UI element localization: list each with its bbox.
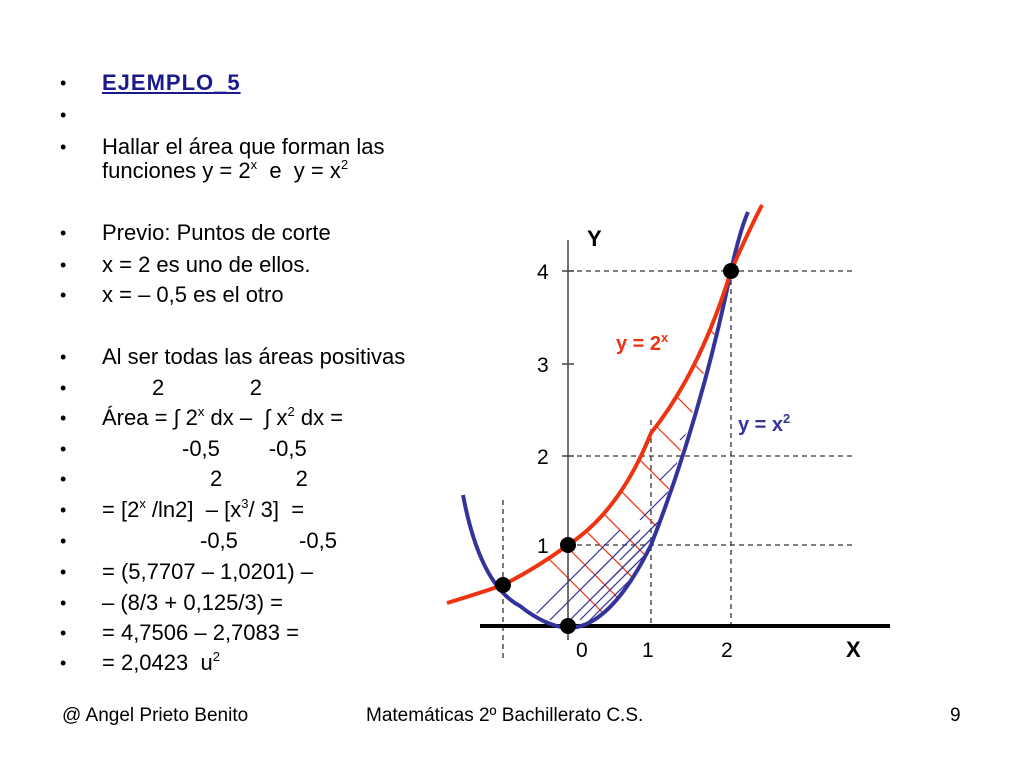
footer-page-number: 9 (950, 705, 961, 726)
bullet-dot: • (60, 255, 67, 275)
label-exponential: $y = 2^x$ (616, 330, 669, 355)
upper-limits-1: 2 2 (152, 375, 263, 400)
upper-limits-2: 2 2 (210, 466, 308, 491)
bullet-dot: • (60, 223, 67, 243)
bullet-dot: • (60, 623, 67, 643)
point-origin (560, 618, 576, 634)
bullet-dot: • (60, 408, 67, 428)
area-formula: Área = ∫ 2$^x$ dx – ∫ $x^2$ dx = (102, 404, 344, 430)
bullet-dot: • (60, 347, 67, 367)
bullet-dot: • (60, 469, 67, 489)
bullet-dot: • (60, 73, 67, 93)
bullet-dot: • (60, 562, 67, 582)
eval-line-1: = (5,7707 – 1,0201) – (102, 559, 313, 584)
intersection-point (495, 577, 511, 593)
y-tick-label: 2 (537, 446, 549, 469)
point-0-1 (560, 537, 576, 553)
eval-line-3: = 4,7506 – 2,7083 = (102, 620, 299, 645)
y-tick-label: 1 (537, 535, 549, 558)
curve-exponential (447, 205, 762, 603)
corte-2-text: x = – 0,5 es el otro (102, 282, 284, 307)
footer-course: Matemáticas 2º Bachillerato C.S. (366, 705, 644, 726)
bullet-dot: • (60, 531, 67, 551)
x-tick-label: 1 (642, 639, 654, 662)
statement-line-1: Hallar el área que forman las (102, 134, 385, 159)
bullet-dot: • (60, 500, 67, 520)
bullet-dot: • (60, 105, 67, 125)
primitive-formula: = [$2^x$ $/\ln 2] - [x^3/$ 3] = (102, 496, 305, 522)
label-quadratic: $y = x^2$ (738, 411, 791, 436)
footer-author: @ Angel Prieto Benito (62, 705, 249, 726)
y-tick-label: 4 (537, 261, 549, 284)
y-tick-label: 3 (537, 354, 549, 377)
result-line: = 2,0423 $u^2$ (102, 649, 220, 675)
corte-1-text: x = 2 es uno de ellos. (102, 252, 311, 277)
previo-text: Previo: Puntos de corte (102, 220, 331, 245)
lower-limits-1: -0,5 -0,5 (182, 436, 307, 461)
x-tick-label: 0 (576, 639, 588, 662)
intersection-point (723, 263, 739, 279)
curve-quadratic (463, 212, 748, 628)
bullet-dot: • (60, 439, 67, 459)
example-title: EJEMPLO_5 (102, 70, 241, 95)
hatch-red (520, 320, 810, 640)
bullet-dot: • (60, 378, 67, 398)
statement-line-2: funciones $y = 2^x$ e $y = x^2$ (102, 157, 349, 183)
bullet-dot: • (60, 593, 67, 613)
lower-limits-2: -0,5 -0,5 (200, 528, 337, 553)
y-axis-label: Y (587, 226, 602, 251)
bullet-dot: • (60, 137, 67, 157)
eval-line-2: – (8/3 + 0,125/3) = (102, 590, 284, 615)
bullet-dot: • (60, 653, 67, 673)
bullet-dot: • (60, 285, 67, 305)
al-ser-text: Al ser todas las áreas positivas (102, 344, 406, 369)
x-axis-label: X (846, 637, 861, 662)
x-tick-label: 2 (721, 639, 733, 662)
